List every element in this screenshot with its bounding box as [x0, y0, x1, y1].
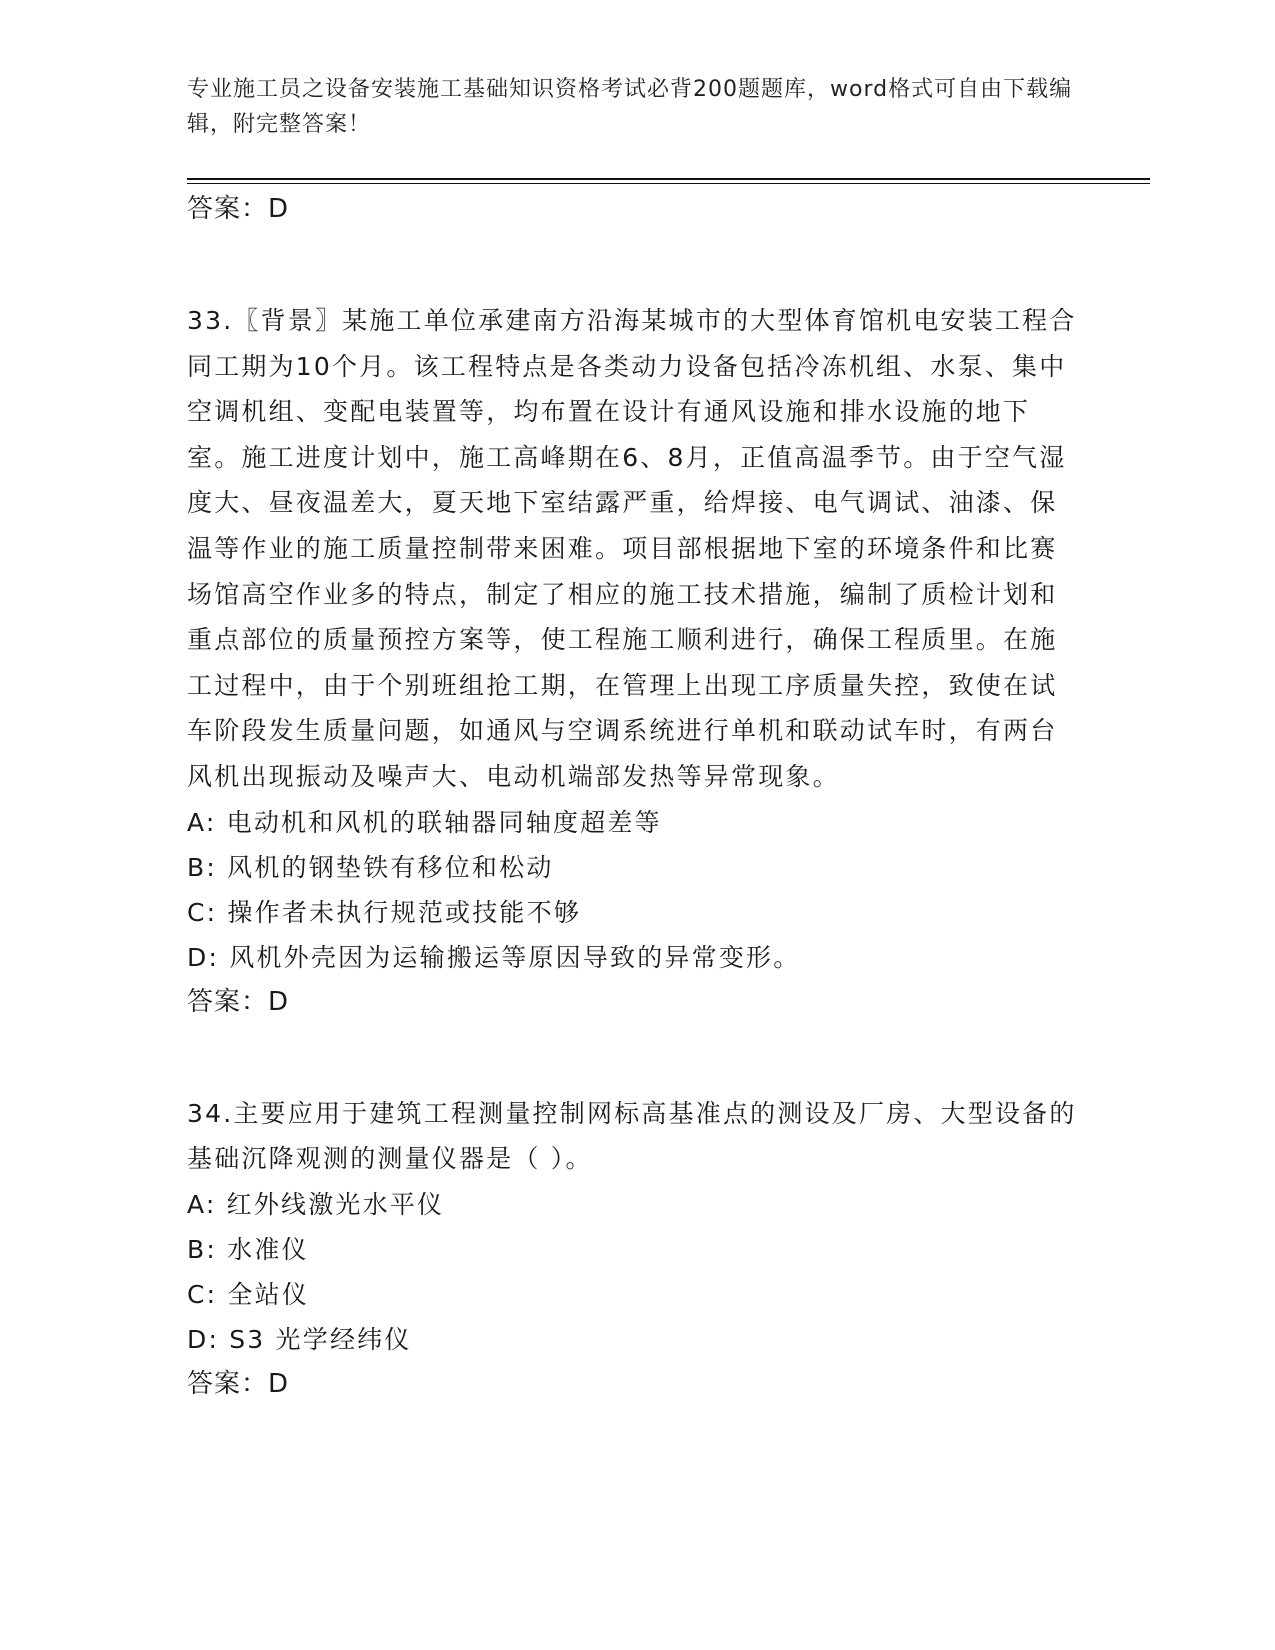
answer-line: 答案：D — [187, 1368, 290, 1399]
option-c: C: 操作者未执行规范或技能不够 — [187, 897, 582, 927]
question-stem: 33.〖背景〗某施工单位承建南方沿海某城市的大型体育馆机电安装工程合同工期为10个月。该工程特点是各类动力设备包括冷冻机组、水泵、集中空调机组、变配电装置等，均布置在设计有通风设施和排水设施的地下室。施工进度计划中，施工高峰期在6、8月，正值高温季节。由于空气湿度大、昼夜温差大，夏天地下室结露严重，给焊接、电气调试、油漆、保温等作业的施工质量控制带来困难。项目部根据地下室的环境条件和比赛场馆高空作业多的特点，制定了相应的施工技术措施，编制了质检计划和重点部位的质量预控方案等，使工程施工顺利进行，确保工程质里。在施工过程中，由于个别班组抢工期，在管理上出现工序质量失控，致使在试车阶段发生质量问题，如通风与空调系统进行单机和联动试车时，有两台风机出现振动及噪声大、电动机端部发热等异常现象。 — [187, 306, 1077, 791]
option-a: A: 红外线激光水平仪 — [187, 1189, 445, 1219]
document-header-title: 专业施工员之设备安装施工基础知识资格考试必背200题题库，word格式可自由下载编辑，附完整答案！ — [187, 77, 1073, 137]
spacer — [187, 232, 1077, 298]
option-d: D: S3 光学经纬仪 — [187, 1324, 412, 1354]
answer-line: 答案：D — [187, 986, 290, 1017]
option-b: B: 水准仪 — [187, 1234, 309, 1264]
document-content — [187, 187, 1077, 1407]
option-d: D: 风机外壳因为运输搬运等原因导致的异常变形。 — [187, 942, 801, 972]
question-stem: 34.主要应用于建筑工程测量控制网标高基准点的测设及厂房、大型设备的基础沉降观测的测量仪器是（ ）。 — [187, 1098, 1077, 1174]
answer-line-prev: 答案：D — [187, 194, 290, 224]
header-divider-thin — [187, 183, 1150, 184]
spacer — [187, 1025, 1077, 1091]
option-a: A: 电动机和风机的联轴器同轴度超差等 — [187, 807, 662, 837]
question-34 — [187, 1091, 1077, 1407]
option-c: C: 全站仪 — [187, 1279, 310, 1309]
header-divider-thick — [187, 178, 1150, 180]
question-33 — [187, 298, 1077, 1025]
option-b: B: 风机的钢垫铁有移位和松动 — [187, 852, 554, 882]
